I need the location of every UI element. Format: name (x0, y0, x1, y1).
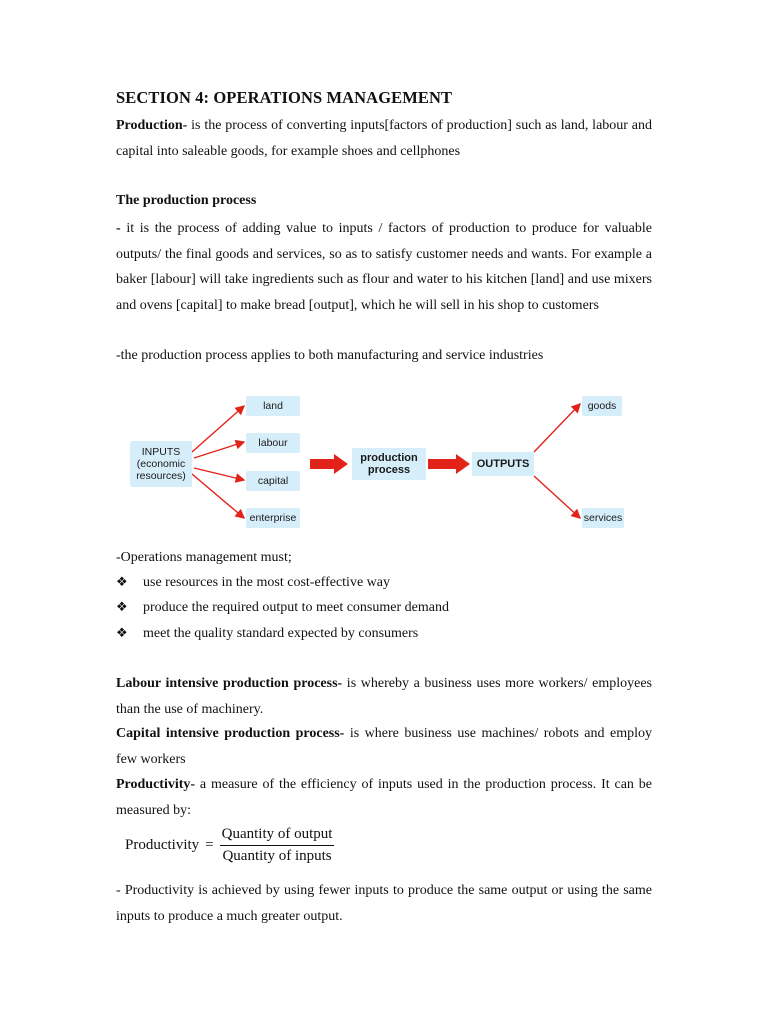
productivity-note: - Productivity is achieved by using fewer inputs to produce the same output or using the same inputs to produce a much greater output. (116, 883, 652, 924)
production-process-body (116, 216, 652, 318)
arrow-to-capital (194, 468, 244, 480)
arrow-to-goods (534, 404, 580, 452)
section-title: SECTION 4: OPERATIONS MANAGEMENT (116, 88, 453, 107)
diamond-bullet-icon: ❖ (116, 625, 128, 641)
dash-mark: - (116, 221, 121, 236)
labour-intensive-definition: Labour intensive production process- is whereby a business uses more workers/ employees than the use of machinery. (116, 676, 652, 717)
formula-numerator: Quantity of output (220, 826, 335, 846)
diamond-bullet-icon: ❖ (116, 575, 128, 590)
capital-intensive-definition: Capital intensive production process- is where business use machines/ robots and employ few workers (116, 726, 652, 767)
thick-arrow-to-process (310, 454, 348, 474)
arrow-to-services (534, 476, 580, 518)
operations-list (116, 570, 652, 646)
production-text: is the process of converting inputs[factors of production] such as land, labour and capital into saleable goods, for example shoes and cellphones (116, 118, 652, 159)
output-goods: goods (582, 396, 622, 416)
list-item: ❖ meet the quality standard expected by consumers (116, 621, 652, 646)
formula-fraction (220, 826, 335, 865)
resource-labour: labour (246, 433, 300, 453)
resource-capital: capital (246, 471, 300, 491)
inputs-box: INPUTS (economic resources) (130, 441, 192, 487)
production-process-text: it is the process of adding value to inputs / factors of production to produce for valuable outputs/ the final goods and services, so as to satisfy customer needs and wants. For example a baker [labour] will take ingredients such as flour and water to his kitchen [land] and use mixers and ovens [capital] to make bread [output], which he will sell in his shop to customers (116, 221, 652, 313)
production-process-diagram (126, 392, 626, 532)
resource-enterprise: enterprise (246, 508, 300, 528)
diamond-bullet-icon: ❖ (116, 600, 128, 616)
labour-intensive-term: Labour intensive production process- (116, 676, 343, 691)
productivity-formula (125, 826, 334, 865)
list-item: ❖ use resources in the most cost-effective way (116, 570, 652, 595)
production-process-heading: The production process (116, 193, 257, 208)
resource-land: land (246, 396, 300, 416)
output-services: services (582, 508, 624, 528)
operations-intro: -Operations management must; (116, 550, 292, 565)
productivity-definition: Productivity- a measure of the efficiency of inputs used in the production process. It can be measured by: (116, 777, 652, 818)
production-definition (116, 113, 652, 164)
outputs-box: OUTPUTS (472, 452, 534, 476)
formula-equals: = (205, 837, 214, 853)
production-process-note: -the production process applies to both manufacturing and service industries (116, 348, 544, 363)
formula-lhs: Productivity (125, 837, 200, 853)
production-process-box: production process (352, 448, 426, 480)
arrow-to-enterprise (192, 474, 244, 518)
formula-denominator: Quantity of inputs (222, 848, 332, 864)
list-item: ❖ produce the required output to meet consumer demand (116, 595, 652, 620)
capital-intensive-term: Capital intensive production process- (116, 726, 345, 741)
thick-arrow-to-outputs (428, 454, 470, 474)
productivity-term: Productivity- (116, 777, 196, 792)
production-term: Production- (116, 118, 188, 133)
